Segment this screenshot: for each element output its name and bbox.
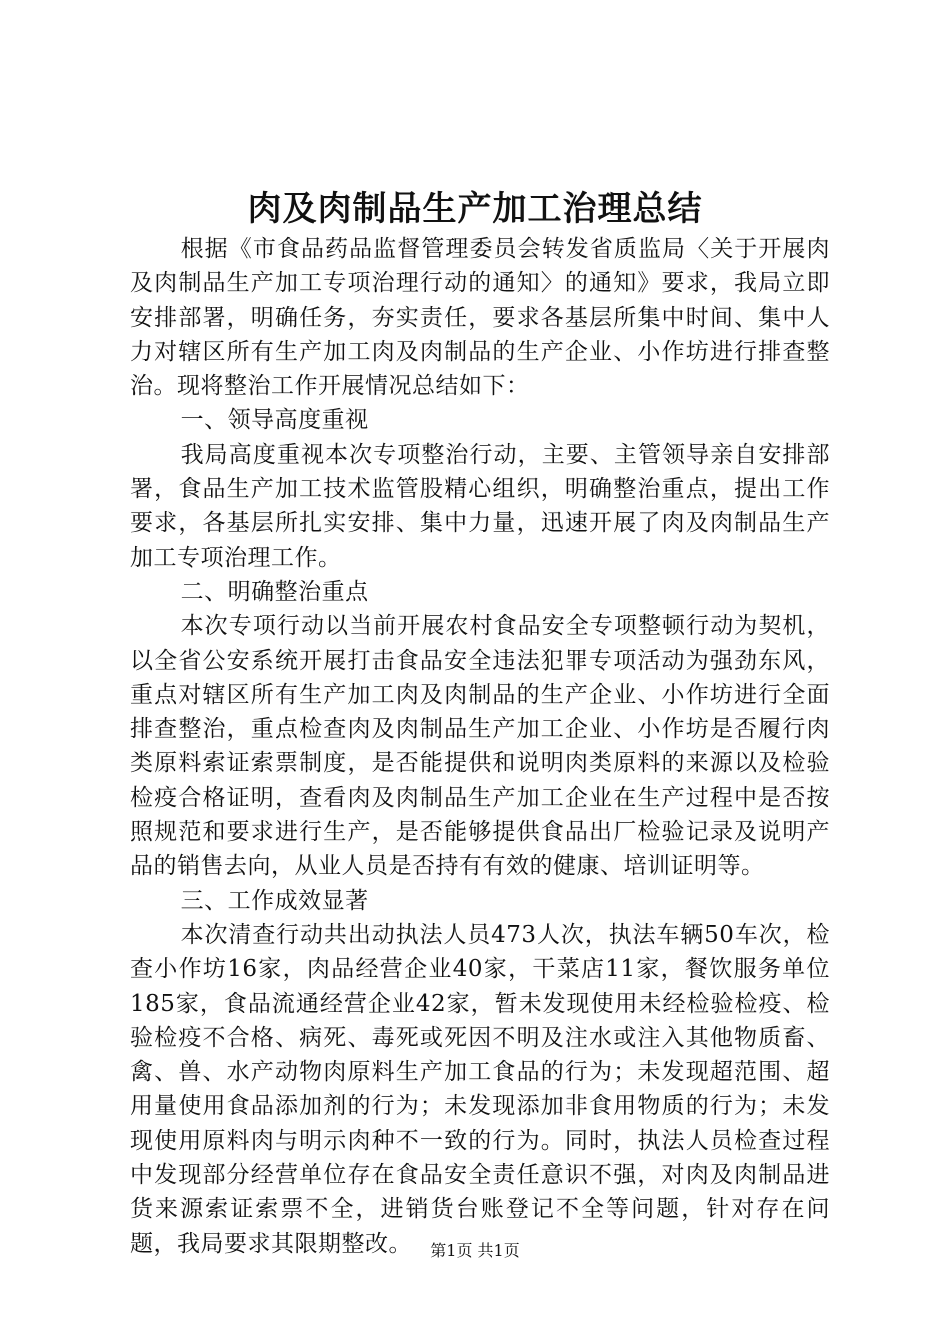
section-heading-3: 三、工作成效显著 bbox=[180, 887, 369, 914]
document-body bbox=[130, 232, 830, 1261]
paragraph-section-2: 本次专项行动以当前开展农村食品安全专项整顿行动为契机，以全省公安系统开展打击食品安全违法犯罪专项活动为强劲东风，重点对辖区所有生产加工肉及肉制品的生产企业、小作坊进行全面排查整治，重点检查肉及肉制品生产加工企业、小作坊是否履行肉类原料索证索票制度，是否能提供和说明肉类原料的来源以及检验检疫合格证明，查看肉及肉制品生产加工企业在生产过程中是否按照规范和要求进行生产，是否能够提供食品出厂检验记录及说明产品的销售去向，从业人员是否持有有效的健康、培训证明等。 bbox=[130, 613, 830, 880]
paragraph-section-3: 本次清查行动共出动执法人员473人次，执法车辆50车次，检查小作坊16家，肉品经营企业40家，干菜店11家，餐饮服务单位185家，食品流通经营企业42家，暂未发现使用未经检验检疫、检验检疫不合格、病死、毒死或死因不明及注水或注入其他物质畜、禽、兽、水产动物肉原料生产加工食品的行为；未发现超范围、超用量使用食品添加剂的行为；未发现添加非食用物质的行为；未发现使用原料肉与明示肉种不一致的行为。同时，执法人员检查过程中发现部分经营单位存在食品安全责任意识不强，对肉及肉制品进货来源索证索票不全，进销货台账登记不全等问题，针对存在问题，我局要求其限期整改。 bbox=[130, 921, 830, 1257]
section-heading-1: 一、领导高度重视 bbox=[180, 407, 369, 434]
page-footer: 第1页 共1页 bbox=[430, 1241, 520, 1260]
paragraph-section-1: 我局高度重视本次专项整治行动，主要、主管领导亲自安排部署，食品生产加工技术监管股精心组织，明确整治重点，提出工作要求，各基层所扎实安排、集中力量，迅速开展了肉及肉制品生产加工专项治理工作。 bbox=[130, 441, 830, 571]
document-title: 肉及肉制品生产加工治理总结 bbox=[247, 189, 703, 229]
section-heading-2: 二、明确整治重点 bbox=[180, 578, 369, 605]
paragraph-intro: 根据《市食品药品监督管理委员会转发省质监局〈关于开展肉及肉制品生产加工专项治理行动的通知〉的通知》要求，我局立即安排部署，明确任务，夯实责任，要求各基层所集中时间、集中人力对辖区所有生产加工肉及肉制品的生产企业、小作坊进行排查整治。现将整治工作开展情况总结如下： bbox=[130, 236, 830, 400]
